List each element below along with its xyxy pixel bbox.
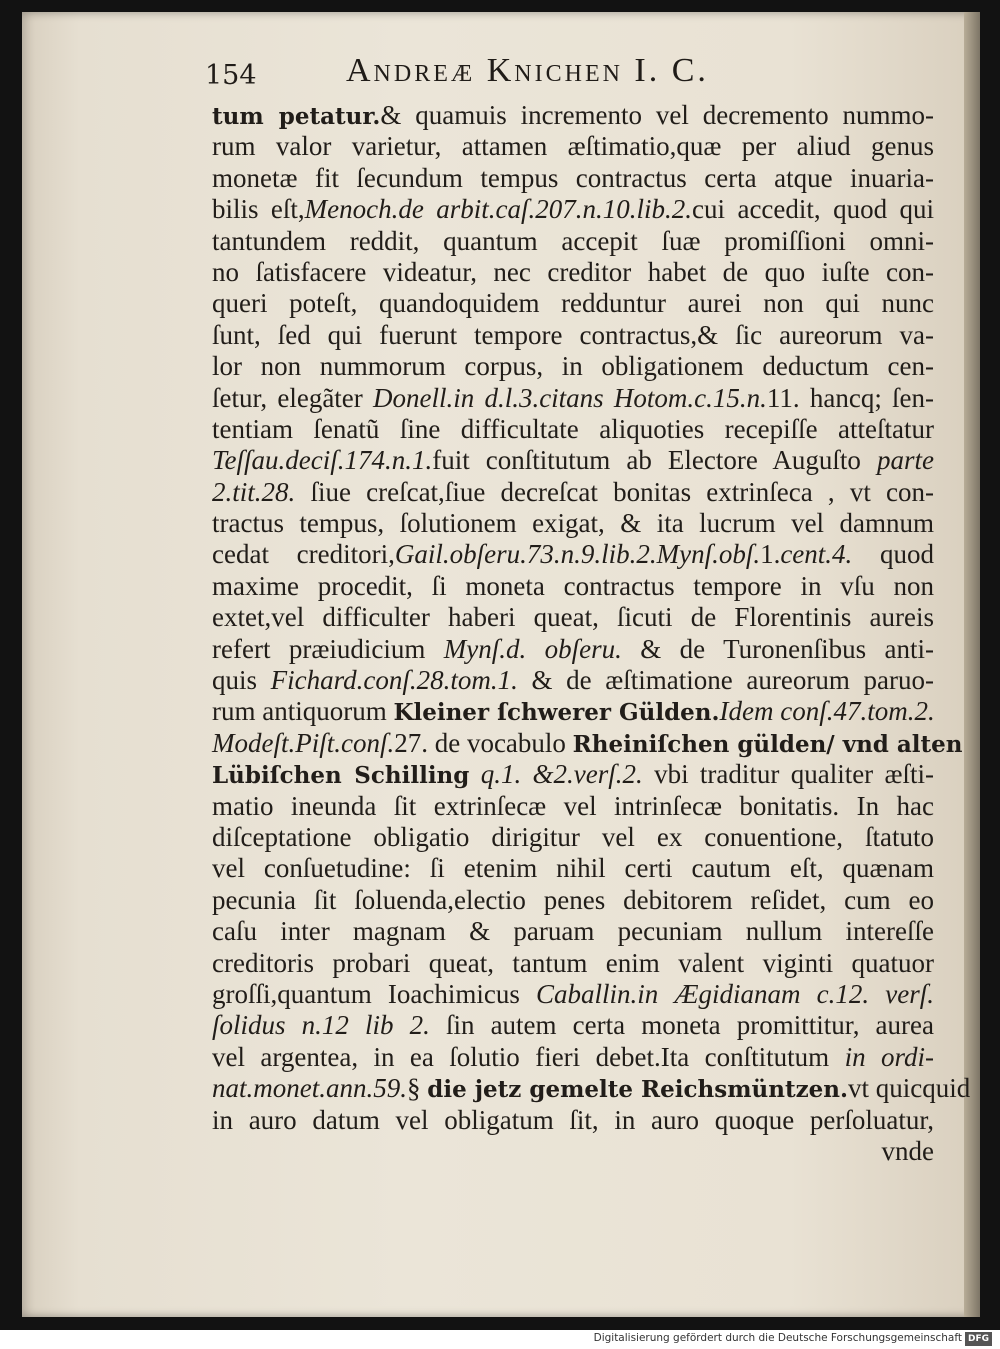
- text-line: [212, 100, 934, 131]
- text-line: [212, 414, 934, 445]
- text-run: vt quicquid: [848, 1073, 971, 1104]
- text-line: [212, 257, 934, 288]
- text-run: §: [407, 1073, 428, 1104]
- text-line: [212, 445, 934, 476]
- text-line: [212, 131, 934, 162]
- text-line: [212, 288, 934, 319]
- page-edge-shadow: [964, 12, 980, 1317]
- text-run: refert præiudicium: [212, 633, 444, 664]
- text-run: monetæ fit ſecundum tempus contractus certa atque inuaria-: [212, 162, 934, 193]
- text-line: [212, 791, 934, 822]
- italic-citation: Teſſau.deciſ.174.n.1.: [212, 445, 433, 476]
- italic-citation: Fichard.conſ.28.tom.1.: [270, 665, 518, 696]
- italic-citation: Menoch.de arbit.caſ.207.n.10.lib.2.: [304, 194, 693, 225]
- text-run: ſin autem certa moneta promittitur, aurea: [429, 1010, 934, 1041]
- italic-citation: q.1. &2.verſ.2.: [469, 759, 643, 790]
- italic-citation: parte: [877, 445, 934, 476]
- text-run: pecunia ſit ſoluenda,electio penes debitorem reſidet, cum eo: [212, 884, 934, 915]
- blackletter-term: Kleiner ſchwerer Gülden.: [393, 699, 720, 727]
- text-run: caſu inter magnam & paruam pecuniam nullum intereſſe: [212, 916, 934, 947]
- dfg-logo: DFG: [965, 1332, 992, 1346]
- text-run: vnde: [881, 1135, 934, 1166]
- text-line: [212, 539, 934, 570]
- text-run: rum valor varietur, attamen æſtimatio,quæ per aliud genus: [212, 131, 934, 162]
- text-run: maxime procedit, ſi moneta contractus tempore in vſu non: [212, 570, 934, 601]
- text-line: [212, 885, 934, 916]
- text-run: tentiam ſenatũ ſine difficultate aliquoties recepiſſe atteſtatur: [212, 413, 934, 444]
- text-run: fuit conſtitutum ab Electore Auguſto: [432, 445, 877, 476]
- text-run: no ſatisfacere videatur, nec creditor habet de quo iuſte con-: [212, 256, 934, 287]
- italic-citation: Caballin.in Ægidianam c.12. verſ.: [536, 978, 935, 1009]
- text-run: cedat creditori,: [212, 539, 395, 570]
- italic-citation: cent.4.: [780, 539, 853, 570]
- text-line: [212, 727, 963, 759]
- italic-citation: ſolidus n.12 lib 2.: [212, 1010, 430, 1041]
- text-line: [212, 1105, 934, 1136]
- italic-citation: Idem conſ.47.tom.2.: [719, 696, 935, 727]
- italic-citation: 2.tit.28.: [212, 476, 296, 507]
- text-run: ſiue creſcat,ſiue decreſcat bonitas extrinſeca , vt con-: [295, 476, 934, 507]
- text-run: vel argentea, in ea ſolutio fieri debet.Ita conſtitutum: [212, 1041, 845, 1072]
- blackletter-term: die jetz gemelte Reichsmüntzen.: [427, 1076, 849, 1104]
- text-run: queri poteſt, quandoquidem redduntur aurei non qui nunc: [212, 288, 934, 319]
- text-line: [212, 1136, 934, 1167]
- text-run: ſunt, ſed qui fuerunt tempore contractus,& ſic aureorum va-: [212, 319, 934, 350]
- italic-citation: Mynſ.d. obſeru.: [443, 633, 622, 664]
- text-line: [212, 1042, 934, 1073]
- text-run: rum antiquorum: [212, 696, 394, 727]
- text-line: [212, 571, 934, 602]
- italic-citation: Donell.in d.l.3.citans Hotom.c.15.n.: [373, 382, 767, 413]
- italic-citation: in ordi-: [844, 1041, 935, 1072]
- text-run: lor non nummorum corpus, in obligationem deductum cen-: [212, 351, 934, 382]
- text-line: [212, 320, 934, 351]
- text-line: [212, 916, 934, 947]
- blackletter-term: Rheiniſchen gülden/ vnd alten: [572, 730, 963, 758]
- text-run: quis: [212, 665, 271, 696]
- text-line: [212, 853, 934, 884]
- text-run: bilis eſt,: [212, 194, 305, 225]
- running-head: Andreæ Knichen I. C.: [346, 52, 709, 89]
- text-line: [212, 759, 934, 790]
- text-run: & de Turonenſibus anti-: [621, 633, 934, 664]
- text-line: [212, 634, 934, 665]
- text-run: 27. de vocabulo: [394, 727, 573, 758]
- text-run: matio ineunda ſit extrinſecæ vel intrinſecæ bonitatis. In hac: [212, 790, 934, 821]
- text-line: [212, 979, 934, 1010]
- text-run: extet,vel difficulter haberi queat, ſicuti de Florentinis aureis: [212, 602, 934, 633]
- text-run: tantundem reddit, quantum accepit ſuæ promiſſioni omni-: [212, 225, 934, 256]
- italic-citation: Gail.obſeru.73.n.9.lib.2.Mynſ.obſ.: [394, 539, 761, 570]
- text-run: 1.: [760, 539, 781, 570]
- text-line: [212, 1073, 971, 1104]
- text-run: diſceptatione obligatio dirigitur vel ex conuentione, ſtatuto: [212, 821, 934, 852]
- text-run: & quamuis incremento vel decremento nummo-: [380, 100, 935, 130]
- text-line: [212, 948, 934, 979]
- text-run: cui accedit, quod qui: [692, 194, 934, 225]
- text-line: [212, 665, 934, 696]
- text-run: groſſi,quantum Ioachimicus: [212, 978, 537, 1009]
- blackletter-term: Lübiſchen Schilling: [212, 762, 470, 790]
- text-run: in auro datum vel obligatum ſit, in auro quoque perſoluatur,: [212, 1104, 934, 1135]
- text-run: ſetur, elegãter: [212, 382, 373, 413]
- text-run: vel conſuetudine: ſi etenim nihil certi cautum eſt, quænam: [212, 853, 934, 884]
- page-number: 154: [205, 60, 257, 91]
- text-line: [212, 696, 934, 727]
- blackletter-term: tum petatur.: [212, 103, 381, 130]
- text-run: quod: [852, 539, 934, 570]
- text-run: 11. hancq; ſen-: [766, 382, 935, 413]
- digitization-credit: Digitalisierung gefördert durch die Deutsche Forschungsgemeinschaft: [593, 1332, 962, 1344]
- text-line: [212, 194, 934, 225]
- italic-citation: nat.monet.ann.59.: [212, 1073, 407, 1104]
- text-line: [212, 163, 934, 194]
- text-run: vbi traditur qualiter æſti-: [642, 759, 935, 790]
- text-line: [212, 602, 934, 633]
- text-line: [212, 508, 934, 539]
- text-run: tractus tempus, ſolutionem exigat, & ita lucrum vel damnum: [212, 508, 934, 539]
- text-run: creditoris probari queat, tantum enim valent viginti quatuor: [212, 947, 934, 978]
- text-line: [212, 1010, 934, 1041]
- text-line: [212, 383, 934, 414]
- italic-citation: Modeſt.Piſt.conſ.: [212, 727, 395, 758]
- text-line: [212, 477, 934, 508]
- text-line: [212, 822, 934, 853]
- text-run: & de æſtimatione aureorum paruo-: [517, 665, 934, 696]
- text-block: [212, 100, 971, 1167]
- text-line: [212, 226, 934, 257]
- text-line: [212, 351, 934, 382]
